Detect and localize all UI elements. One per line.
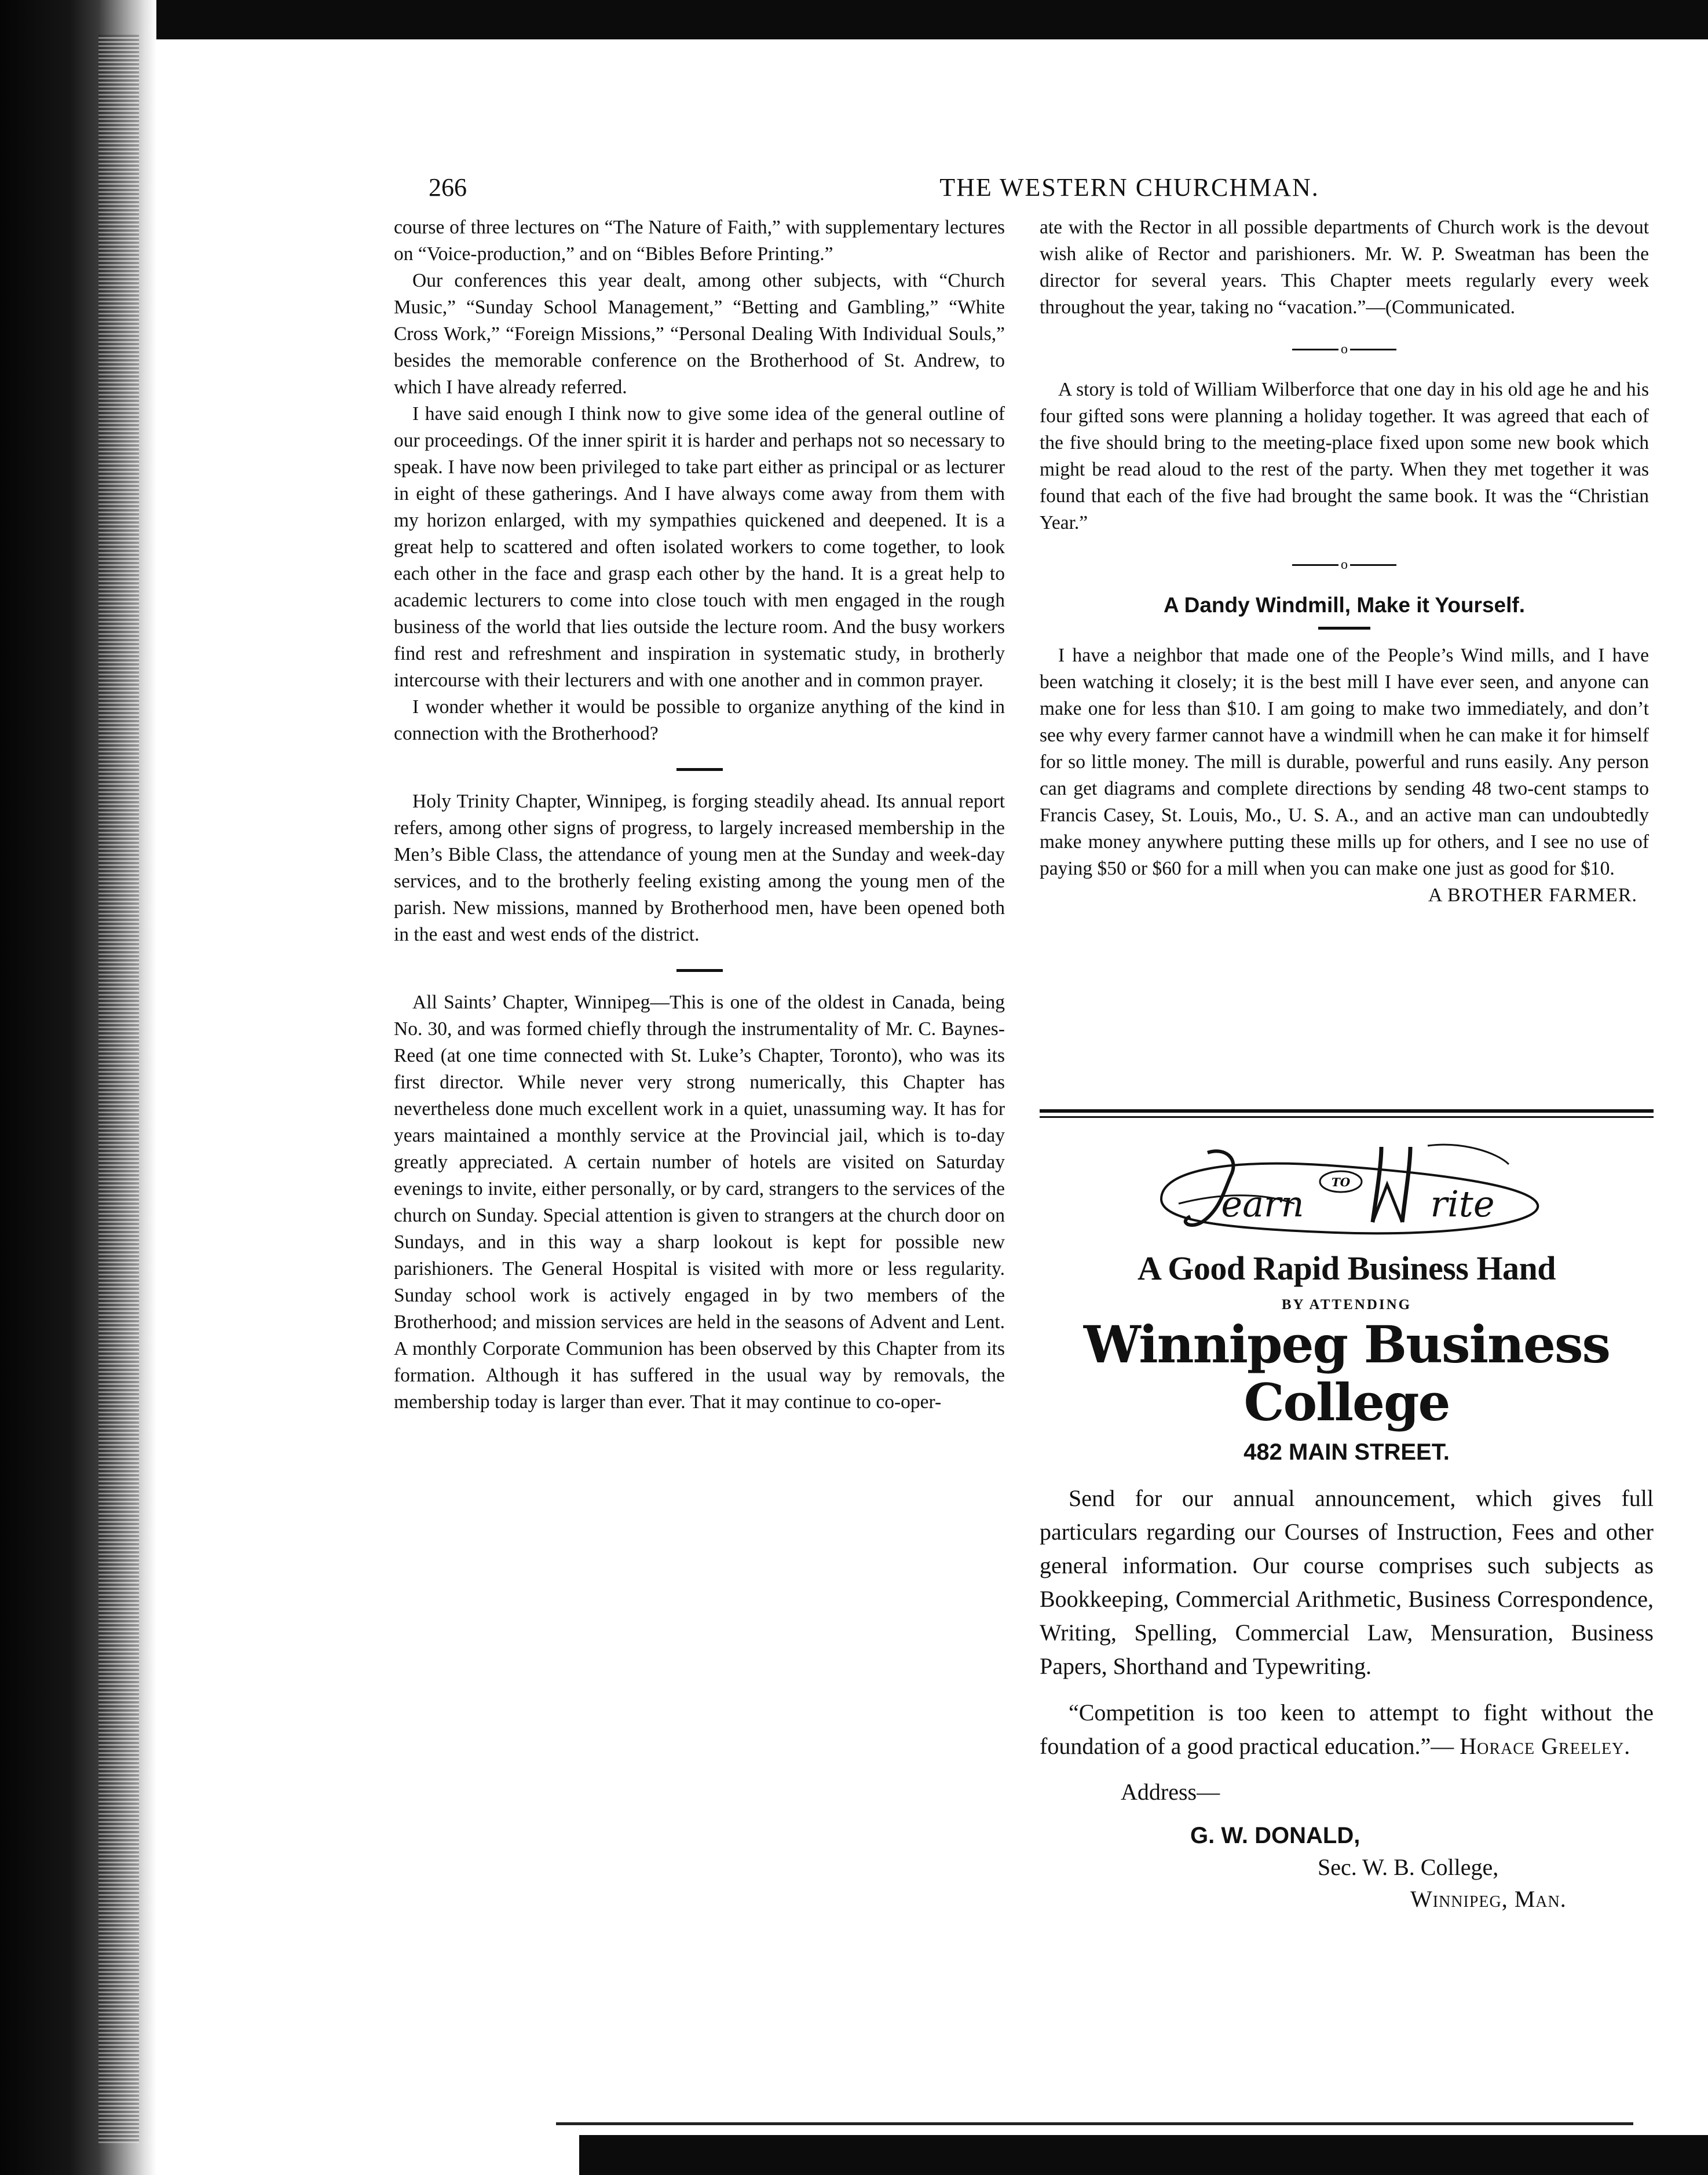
learn-to-write-logo	[1138, 1129, 1555, 1245]
paragraph: All Saints’ Chapter, Winnipeg—This is one of the oldest in Canada, being No. 30, and was formed chiefly through the instrumentality of Mr. C. Baynes-Reed (at one time connected with St. Luke’s Chapter, Toronto), who was its first director. While never very strong numerically, this Chapter has nevertheless done much excellent work in a quiet, unassuming way. It has for years maintained a monthly service at the Provincial jail, which is to-day greatly appreciated. A certain number of hotels are visited on Saturday evenings to invite, either personally, or by card, strangers to the services of the church on Sunday. Special attention is given to strangers at the church door on Sundays, and in this way a sharp lookout is kept for possible new parishioners. The General Hospital is visited with more or less regularity. Sunday school work is actively engaged in by two members of the Brotherhood; and mission services are held in the seasons of Advent and Lent. A monthly Corporate Communion has been observed by this Chapter from its formation. Although it has suffered in the usual way by removals, the membership today is larger than ever. That it may continue to co-oper-	[394, 992, 1005, 1413]
ad-byline: BY ATTENDING	[1281, 1297, 1412, 1313]
ad-body-text: Send for our annual announcement, which gives full particulars regarding our Courses of Instruction, Fees and other general information. Our course comprises such subjects as Bookkeeping, Commercial Arithmetic, Business Correspondence, Writing, Spelling, Commercial Law, Mensuration, Business Papers, Shorthand and Typewriting.	[1040, 1485, 1654, 1679]
page-header	[429, 173, 1668, 207]
paragraph: Holy Trinity Chapter, Winnipeg, is forging steadily ahead. Its annual report refers, among other signs of progress, to largely increased membership in the Men’s Bible Class, the attendance of young men at the Sunday and week-day services, and to the brotherly feeling existing among the young men of the parish. New missions, manned by Brotherhood men, have been opened both in the east and west ends of the district.	[394, 791, 1005, 945]
paragraph: A story is told of William Wilberforce that one day in his old age he and his four gifted sons were planning a holiday together. It was agreed that each of the five should bring to the meeting-place fixed upon some new book which might be read aloud to the rest of the party. When they met together it was found that each of the five had brought the same book. It was the “Christian Year.”	[1040, 379, 1649, 533]
divider-mark: o	[1341, 342, 1348, 357]
paragraph: I have said enough I think now to give some idea of the general outline of our proceedings. Of the inner spirit it is harder and perhaps not so necessary to speak. I have now been privileged to take part either as principal or as lecturer in eight of these gatherings. And I have always come away from them with my horizon enlarged, with my sympathies quickened and deepened. It is a great help to scattered and often isolated workers to come together, to look each other in the face and grasp each other by the hand. It is a great help to academic lecturers to come into close touch with men engaged in the rough business of the world that lies outside the lecture room. And the busy workers find rest and refreshment and inspiration in systematic study, in brotherly intercourse with their lecturers and with one another and in common prayer.	[394, 403, 1005, 691]
article-heading: A Dandy Windmill, Make it Yourself.	[1164, 593, 1525, 617]
section-divider	[676, 969, 723, 972]
quote-author: Horace Greeley.	[1460, 1733, 1631, 1759]
left-column	[394, 214, 1005, 1416]
advertisement-top-rule	[1040, 1109, 1654, 1118]
svg-text:earn: earn	[1221, 1183, 1304, 1225]
svg-text:rite: rite	[1430, 1183, 1495, 1225]
section-divider	[1040, 336, 1649, 363]
paragraph: ate with the Rector in all possible departments of Church work is the devout wish alike of Rector and parishioners. Mr. W. P. Sweatman has been the director for several years. This Chapter meets regularly every week throughout the year, taking no “vacation.”—(Communicated.	[1040, 217, 1649, 318]
address-label: Address—	[1121, 1779, 1220, 1805]
section-divider	[1040, 551, 1649, 578]
contact-name: G. W. DONALD,	[1190, 1823, 1360, 1848]
scan-bottom-border	[579, 2135, 1708, 2175]
scan-bottom-line	[556, 2122, 1633, 2125]
divider-mark: o	[1341, 557, 1348, 572]
article-signature: A BROTHER FARMER.	[1428, 884, 1637, 906]
right-column	[1040, 214, 1649, 909]
ad-quote	[1040, 1696, 1654, 1763]
paragraph: I have a neighbor that made one of the People’s Wind mills, and I have been watching it closely; it is the best mill I have ever seen, and anyone can make one for less than $10. I am going to make two immediately, and don’t see why every farmer cannot have a windmill when he can make it for himself for so little money. The mill is durable, powerful and runs easily. Any person can get diagrams and complete directions by sending 48 two-cent stamps to Francis Casey, St. Louis, Mo., U. S. A., and an active man can undoubtedly make money anywhere putting these mills up for others, and I see no use of paying $50 or $60 for a mill when you can make one just as good for $10.	[1040, 645, 1649, 879]
contact-city: Winnipeg, Man.	[1410, 1886, 1567, 1912]
paragraph: Our conferences this year dealt, among other subjects, with “Church Music,” “Sunday School Management,” “Betting and Gambling,” “White Cross Work,” “Foreign Missions,” “Personal Dealing With Individual Souls,” besides the memorable conference on the Brotherhood of St. Andrew, to which I have already referred.	[394, 270, 1005, 398]
heading-underline	[1318, 627, 1370, 630]
running-head: THE WESTERN CHURCHMAN.	[939, 173, 1319, 202]
scan-binding-edge	[0, 0, 156, 2175]
college-name: Winnipeg Business College	[1083, 1314, 1610, 1432]
ad-headline: A Good Rapid Business Hand	[1138, 1249, 1556, 1287]
section-divider	[676, 768, 723, 771]
college-street-address: 482 MAIN STREET.	[1243, 1439, 1450, 1465]
svg-text:TO: TO	[1331, 1175, 1351, 1189]
paragraph: I wonder whether it would be possible to organize anything of the kind in connection with the Brotherhood?	[394, 696, 1005, 744]
paragraph: course of three lectures on “The Nature of Faith,” with supplementary lectures on “Voice-production,” and on “Bibles Before Printing.”	[394, 217, 1005, 265]
page-number: 266	[429, 173, 467, 202]
quote-text: “Competition is too keen to attempt to fight without the foundation of a good practical education.”—	[1040, 1699, 1654, 1759]
college-advertisement	[1040, 1109, 1654, 1913]
contact-title: Sec. W. B. College,	[1318, 1854, 1499, 1880]
scan-top-border	[46, 0, 1708, 39]
